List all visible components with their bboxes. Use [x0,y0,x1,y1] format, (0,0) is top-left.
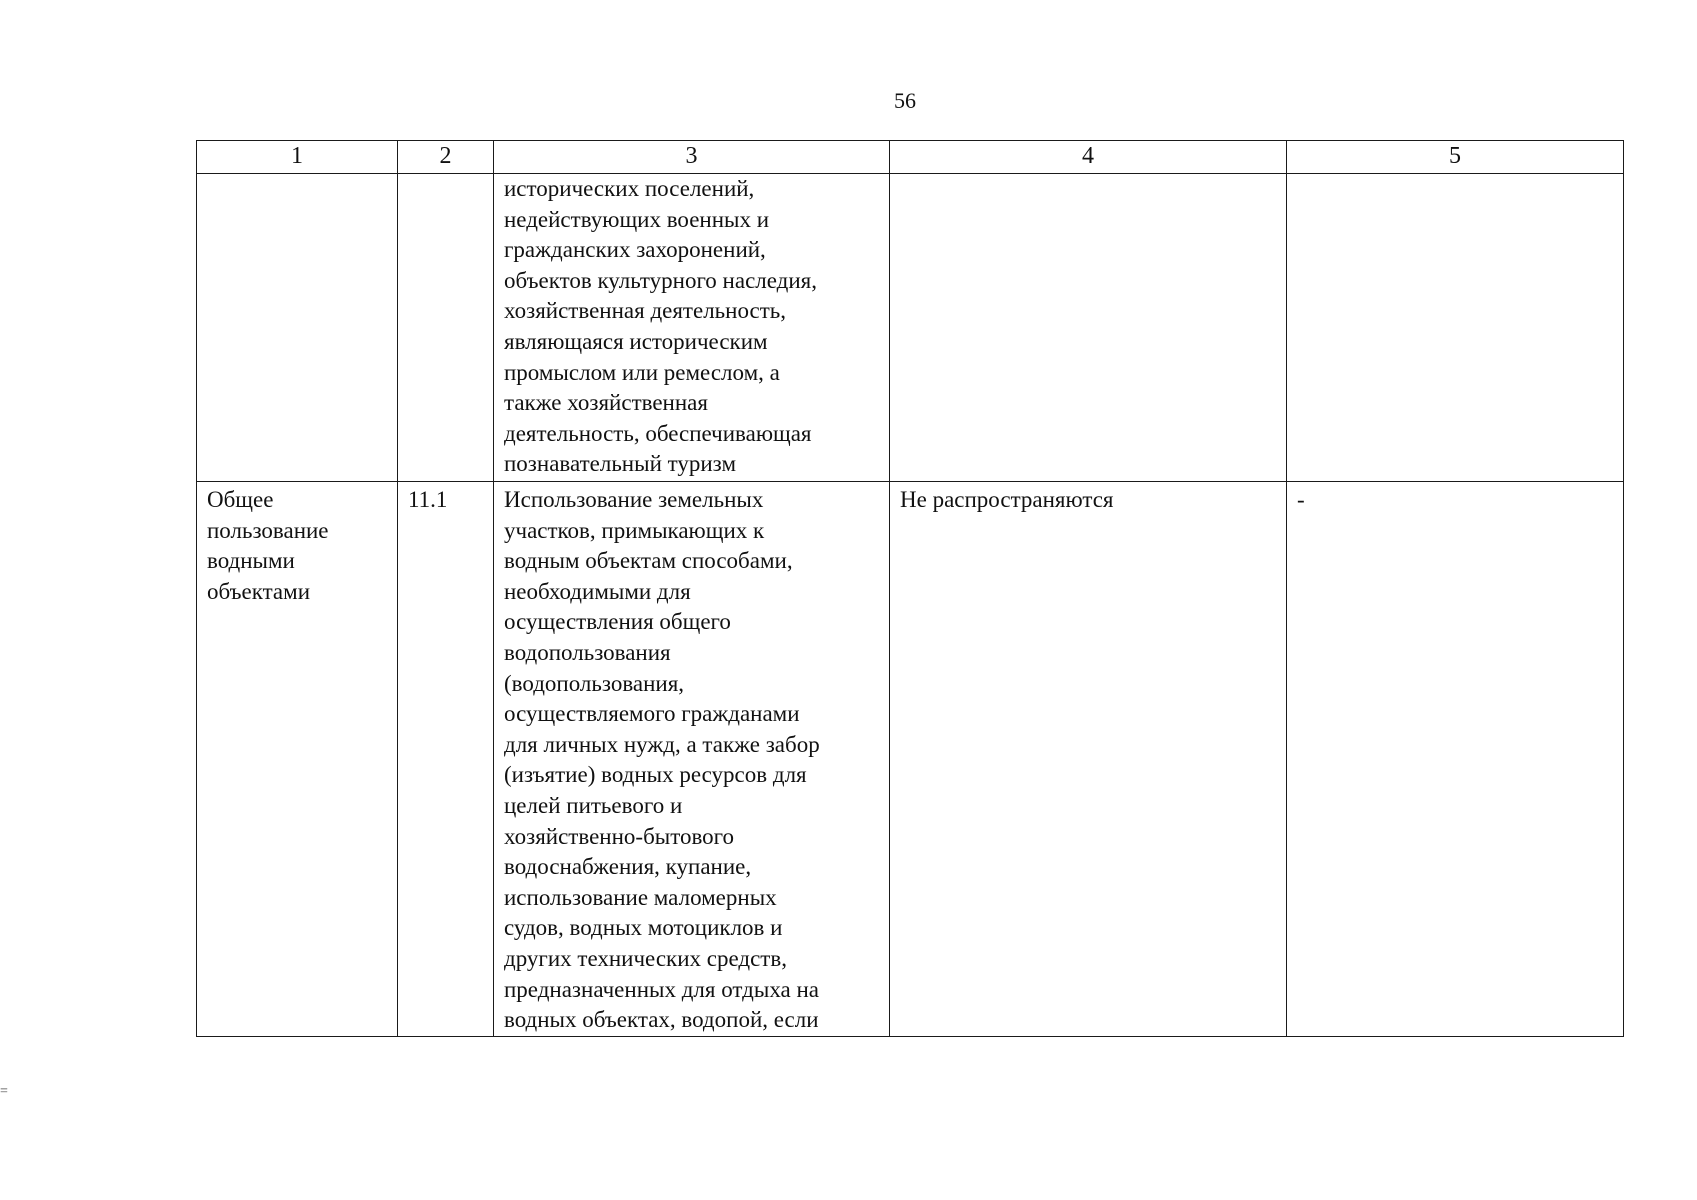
edge-scan-mark: = [0,1084,8,1099]
cell-col4 [890,482,1287,1037]
cell-col5 [1287,482,1624,1037]
cell-name [197,482,398,1037]
table-row [197,174,1624,482]
cell-col4 [890,174,1287,482]
table-header-row [197,141,1624,174]
cell-code-text: 11.1 [408,487,448,512]
header-col-2: 2 [398,141,494,174]
cell-description-text: Использование земельных участков, примыкающих к водным объектам способами, необходимыми для осуществления общего водопользования (водопользования, осуществляемого гражданами для личных нужд, а также забор (изъятие) водных ресурсов для целей питьевого и хозяйственно-бытового водоснабжения, купание, использование маломерных судов, водных мотоциклов и других технических средств, предназначенных для отдыха на водных объектах, водопой, если [504,487,820,1033]
header-col-3: 3 [494,141,890,174]
cell-col5 [1287,174,1624,482]
header-col-1: 1 [197,141,398,174]
cell-name-text: Общее пользование водными объектами [207,487,329,604]
cell-name [197,174,398,482]
page-number: 56 [894,88,916,113]
cell-code [398,174,494,482]
cell-col5-text: - [1297,487,1305,512]
cell-description-text: исторических поселений, недействующих военных и гражданских захоронений, объектов культурного наследия, хозяйственная деятельность, являющаяся историческим промыслом или ремеслом, а также хозяйственная деятельность, обеспечивающая познавательный туризм [504,176,818,477]
header-col-5: 5 [1287,141,1624,174]
cell-col4-text: Не распространяются [900,487,1114,512]
cell-code [398,482,494,1037]
regulations-table [196,140,1624,1037]
cell-description [494,482,890,1037]
cell-description [494,174,890,482]
header-col-4: 4 [890,141,1287,174]
table-row [197,482,1624,1037]
